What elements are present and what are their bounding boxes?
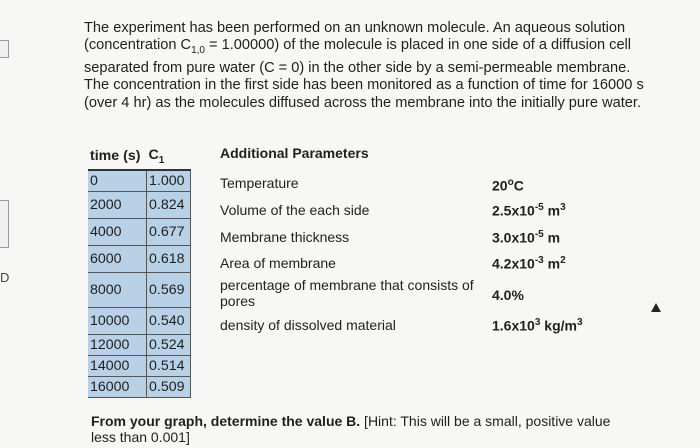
problem-intro: The experiment has been performed on an unknown molecule. An aqueous solution (concentration $C_{1,0} = 1.00000$) of the molecule is placed in one side of a diffusion cell separated from pure water (C = 0) in the other side by a semi-permeable membrane. The concentration in the first side has been monitored as a function of time for 16000 s (over 4 hr) as the molecules diffused across the membrane into the initially pure water. bbox=[84, 20, 644, 111]
table-row: 12000 0.524 bbox=[88, 335, 191, 356]
table-row: 16000 0.509 bbox=[88, 377, 191, 398]
table-row: 6000 0.618 bbox=[88, 246, 191, 273]
header-concentration: $C_1$ bbox=[148, 146, 165, 166]
mouse-cursor-icon bbox=[651, 303, 661, 312]
concentration-table bbox=[88, 143, 191, 398]
table-row: 10000 0.540 bbox=[88, 308, 191, 335]
table-row: 14000 0.514 bbox=[88, 356, 191, 377]
table-row: 2000 0.824 bbox=[88, 192, 191, 219]
edge-tab-top bbox=[0, 40, 9, 58]
question-prompt: From your graph, determine the value B. [Hint: This will be a small, positive value less than 0.001] bbox=[91, 413, 611, 445]
edge-tab-middle bbox=[0, 200, 9, 248]
table-row: 0 1.000 bbox=[88, 170, 191, 192]
header-time: time (s) bbox=[90, 148, 141, 164]
table-row: 8000 0.569 bbox=[88, 273, 191, 308]
edge-letter: D bbox=[0, 270, 10, 285]
parameters-title: Additional Parameters bbox=[220, 145, 369, 161]
table-row: 4000 0.677 bbox=[88, 219, 191, 246]
